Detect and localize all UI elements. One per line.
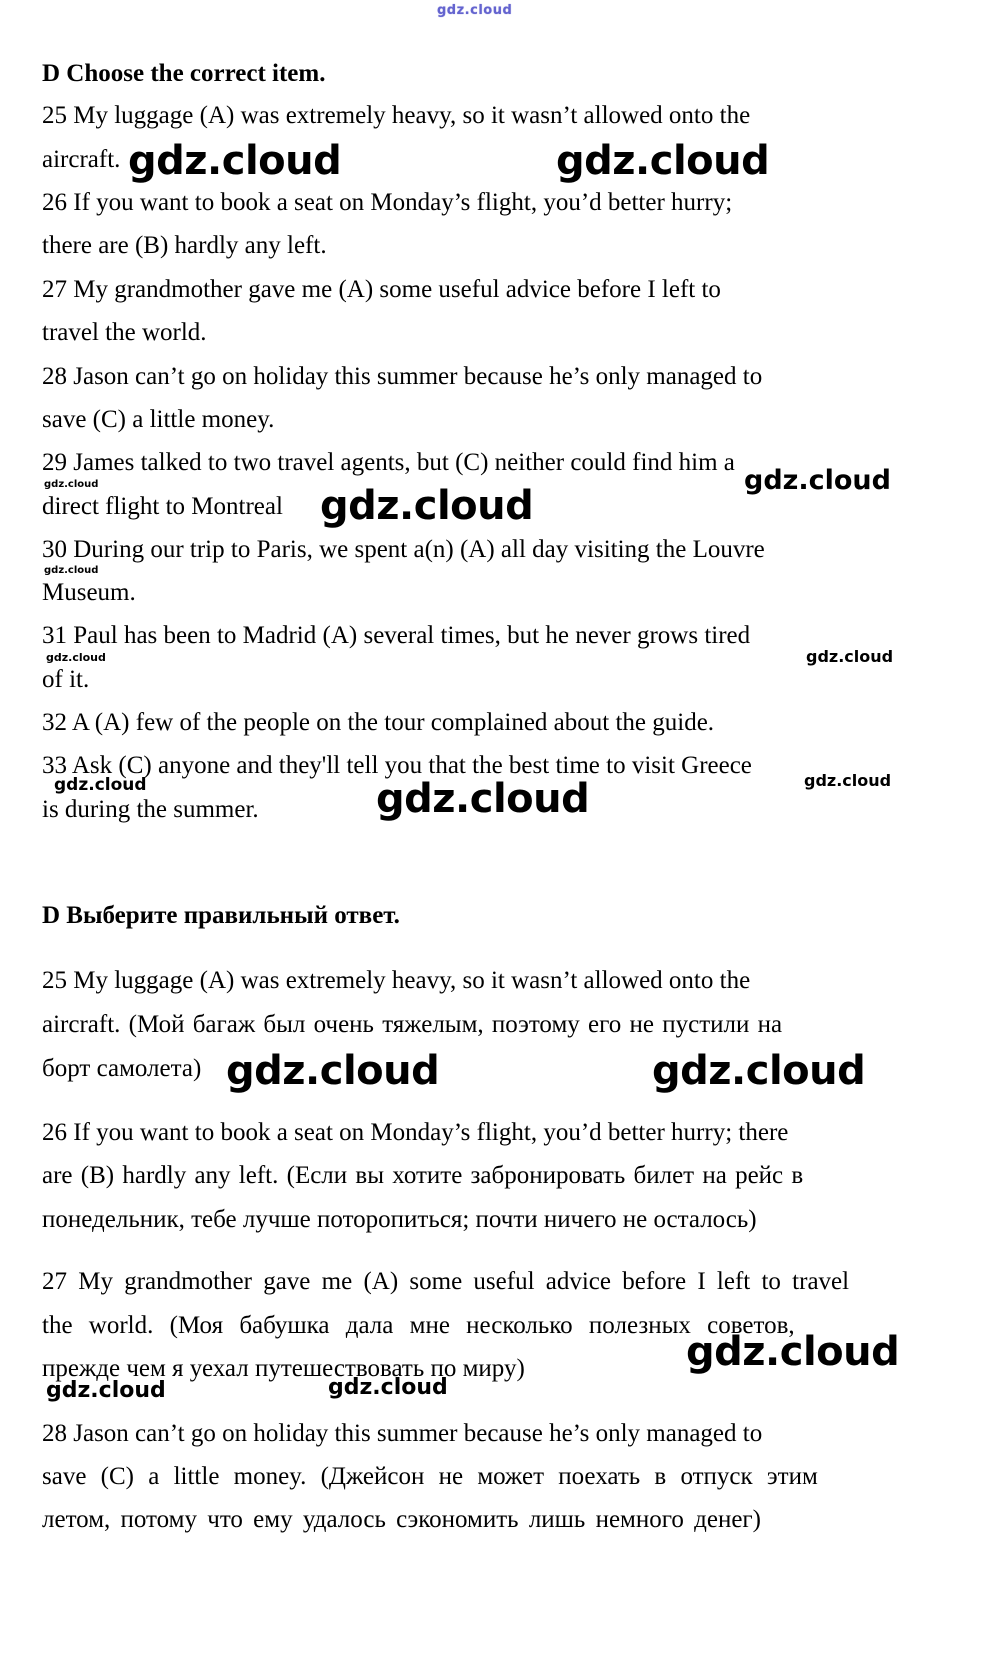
text-line: прежде чем я уехал путешествовать по миру) xyxy=(42,1355,525,1382)
watermark: gdz.cloud xyxy=(804,771,892,790)
text-line: 32 A (A) few of the people on the tour complained about the guide. xyxy=(42,709,715,736)
text-line: Museum. xyxy=(42,579,136,606)
watermark: gdz.cloud xyxy=(46,651,106,664)
text-line: 26 If you want to book a seat on Monday’s flight, you’d better hurry; there xyxy=(42,1119,789,1146)
watermark: gdz.cloud xyxy=(376,776,590,822)
text-line: travel the world. xyxy=(42,319,207,346)
text-line: 31 Paul has been to Madrid (A) several times, but he never grows tired xyxy=(42,622,751,649)
watermark: gdz.cloud xyxy=(744,465,891,496)
text-line: 26 If you want to book a seat on Monday’s flight, you’d better hurry; xyxy=(42,189,733,216)
text-line: 27 My grandmother gave me (A) some useful advice before I left to travel xyxy=(42,1268,850,1295)
text-line: летом, потому что ему удалось сэкономить лишь немного денег) xyxy=(42,1506,762,1533)
watermark: gdz.cloud xyxy=(128,138,342,184)
text-line: aircraft. xyxy=(42,146,121,173)
watermark: gdz.cloud xyxy=(556,138,770,184)
text-line: is during the summer. xyxy=(42,796,259,823)
watermark: gdz.cloud xyxy=(226,1048,440,1094)
watermark: gdz.cloud xyxy=(806,647,894,666)
section-heading: D Выберите правильный ответ. xyxy=(42,902,400,929)
watermark: gdz.cloud xyxy=(686,1329,900,1375)
watermark: gdz.cloud xyxy=(320,483,534,529)
watermark: gdz.cloud xyxy=(437,3,513,18)
text-line: 28 Jason can’t go on holiday this summer because he’s only managed to xyxy=(42,1420,763,1447)
section-heading: D Choose the correct item. xyxy=(42,60,326,87)
watermark: gdz.cloud xyxy=(44,565,99,576)
text-line: 28 Jason can’t go on holiday this summer because he’s only managed to xyxy=(42,363,763,390)
text-line: 33 Ask (C) anyone and they'll tell you that the best time to visit Greece xyxy=(42,752,752,779)
text-line: 29 James talked to two travel agents, but (C) neither could find him a xyxy=(42,449,735,476)
text-line: the world. (Моя бабушка дала мне несколько полезных советов, xyxy=(42,1312,795,1339)
watermark: gdz.cloud xyxy=(44,479,99,490)
watermark: gdz.cloud xyxy=(652,1048,866,1094)
text-line: are (B) hardly any left. (Если вы хотите забронировать билет на рейс в xyxy=(42,1162,804,1189)
watermark: gdz.cloud xyxy=(54,775,147,795)
text-line: понедельник, тебе лучше поторопиться; почти ничего не осталось) xyxy=(42,1206,757,1233)
text-line: there are (B) hardly any left. xyxy=(42,232,327,259)
text-line: save (C) a little money. xyxy=(42,406,275,433)
text-line: 25 My luggage (A) was extremely heavy, so it wasn’t allowed onto the xyxy=(42,967,751,994)
watermark: gdz.cloud xyxy=(46,1378,166,1403)
text-line: 30 During our trip to Paris, we spent a(n) (A) all day visiting the Louvre xyxy=(42,536,765,563)
text-line: direct flight to Montreal xyxy=(42,493,283,520)
watermark: gdz.cloud xyxy=(328,1375,448,1400)
text-line: aircraft. (Мой багаж был очень тяжелым, поэтому его не пустили на xyxy=(42,1011,783,1038)
text-line: борт самолета) xyxy=(42,1055,202,1082)
text-line: 27 My grandmother gave me (A) some useful advice before I left to xyxy=(42,276,721,303)
text-line: save (C) a little money. (Джейсон не может поехать в отпуск этим xyxy=(42,1463,818,1490)
text-line: 25 My luggage (A) was extremely heavy, so it wasn’t allowed onto the xyxy=(42,102,751,129)
text-line: of it. xyxy=(42,666,90,693)
